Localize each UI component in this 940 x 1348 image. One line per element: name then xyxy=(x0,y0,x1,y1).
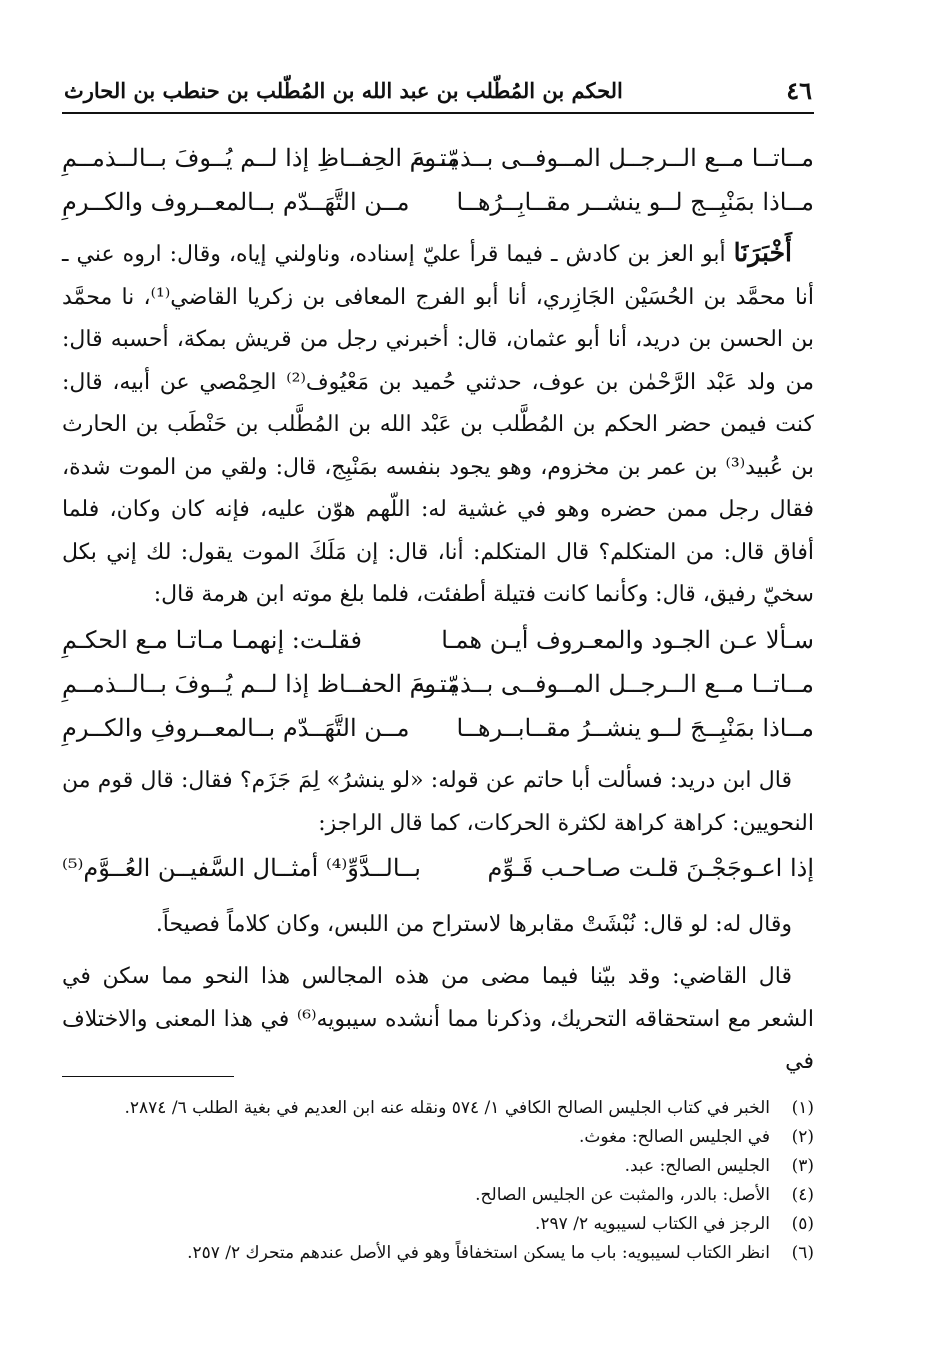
footnote-text: في الجليس الصالح: مغوث. xyxy=(578,1127,770,1147)
verse-hemistich-second: مــن التَّهَــدّم بــالمعــروفِ والكــرمِ xyxy=(62,714,410,742)
footnote xyxy=(62,1181,814,1210)
footnote-text: الخبر في كتاب الجليس الصالح الكافي ١/ ٥٧٤ ونقله عنه ابن العديم في بغية الطلب ٦/ ٢٨٧٤. xyxy=(124,1098,770,1118)
narration-paragraph xyxy=(62,232,814,617)
footnote xyxy=(62,1123,814,1152)
page-number: ٤٦ xyxy=(786,76,812,105)
verse-hemistich-first: مــاتــا مــع الــرجــل المــوفــى بــذمّتــه xyxy=(412,670,814,698)
running-title: الحكم بن المُطّلب بن عبد الله بن المُطّلب بن حنطب بن الحارث xyxy=(64,78,623,103)
verse-hemistich-second: يــومَ الحفــاظ إذا لــم يُــوفَ بــالــذمــمِ xyxy=(62,670,458,698)
verse-hemistich-first: سـألا عـن الجـود والمعـروف أيـن همـا xyxy=(441,626,814,654)
verse-hemistich-second: مــن التَّهَــدّم بــالمعــروف والكــرمِ xyxy=(62,188,410,216)
footnote xyxy=(62,1094,814,1123)
verse-block-top xyxy=(62,140,814,228)
verse-line xyxy=(62,666,814,710)
verse-hemistich-first: مــاذا بمَنْبِــجَ لــو ينشــرُ مقــابــرهــا xyxy=(456,714,814,742)
footnote xyxy=(62,1152,814,1181)
verse-line xyxy=(62,184,814,228)
footnote-number: (٦) xyxy=(791,1243,814,1263)
footnote-text: الأصل: بالدر، والمثبت عن الجليس الصالح. xyxy=(475,1185,770,1205)
footnote-text: الجليس الصالح: عبد. xyxy=(624,1156,770,1176)
narration-text: أبو العز بن كادش ـ فيما قرأ عليّ إسناده، وناولني إياه، وقال: اروه عني ـ أنا محمَّد بن الحُسَيْن الجَازِري، أنا أبو الفرج المعافى بن زكريا القاضي⁽¹⁾، نا محمَّد بن الحسن بن دريد، أنا أبو عثمان، قال: أخبرني رجل من قريش بمكة، أحسبه قال: من ولد عَبْد الرَّحْمٰن بن عوف، حدثني حُميد بن مَعْيُوف⁽²⁾ الحِمْصي عن أبيه، قال: كنت فيمن حضر الحكم بن المُطَّلب بن عَبْد الله بن المُطَّلب بن حَنْطَب بن الحارث بن عُبيد⁽³⁾ بن عمر بن مخزوم، وهو يجود بنفسه بمَنْبِج، قال: ولقي من الموت شدة، فقال رجل ممن حضره وهو في غشية له: اللّهم هوّن عليه، فإنه كان وكان، فلما أفاق قال: من المتكلم؟ قال المتكلم: أنا، قال: إن مَلَكَ الموت يقول: لك إني بكل سخيّ رفيق، قال: وكأنما كانت فتيلة أطفئت، فلما بلغ موته ابن هرمة قال: xyxy=(62,242,815,607)
footnote-text: انظر الكتاب لسيبويه: باب ما يسكن استخفافاً وهو في الأصل عندهم متحرك ٢/ ٢٥٧. xyxy=(187,1243,770,1263)
remark-paragraph xyxy=(62,904,814,947)
commentary-paragraph xyxy=(62,760,814,845)
verse-line xyxy=(62,140,814,184)
verse-hemistich-second: بــالــدَّوِّ⁽⁴⁾ أمثــال السَّفيــن العُــوَّم⁽⁵⁾ xyxy=(62,854,421,882)
footnotes xyxy=(62,1094,814,1268)
book-page xyxy=(62,0,814,1348)
footnote-number: (٢) xyxy=(791,1127,814,1147)
footnote-separator xyxy=(62,1076,234,1077)
rajaz-verse xyxy=(62,850,814,894)
verse-hemistich-second: يــومَ الحِفــاظِ إذا لــم يُــوفَ بــالــذمــمِ xyxy=(62,144,458,172)
verse-line xyxy=(62,850,814,894)
footnote-number: (١) xyxy=(791,1098,814,1118)
lead-word: أَخْبَرَنَا xyxy=(733,238,792,267)
page-header xyxy=(62,72,814,114)
verse-line xyxy=(62,622,814,666)
remark-text: وقال له: لو قال: نُبْشَتْ مقابرها لاستراح من اللبس، وكان كلاماً فصيحاً. xyxy=(155,912,792,937)
verse-hemistich-first: إذا اعـوجَجْـنَ قلـت صـاحـب قَـوِّم xyxy=(487,854,814,882)
footnote-number: (٥) xyxy=(791,1214,814,1234)
commentary-text: قال ابن دريد: فسألت أبا حاتم عن قوله: «لو ينشرُ» لِمَ جَزَم؟ فقال: قال قوم من النحويين: كراهة كراهة لكثرة الحركات، كما قال الراجز: xyxy=(62,768,814,836)
footnote-text: الرجز في الكتاب لسيبويه ٢/ ٢٩٧. xyxy=(534,1214,770,1234)
verse-hemistich-first: مــاتــا مــع الــرجــل المــوفــى بــذمّتــه xyxy=(412,144,814,172)
verse-block-middle xyxy=(62,622,814,754)
qadi-paragraph xyxy=(62,956,814,1084)
verse-hemistich-second: فقلـت: إنهمـا مـاتـا مـع الحكـمِ xyxy=(62,626,362,654)
footnote xyxy=(62,1210,814,1239)
footnote-number: (٣) xyxy=(791,1156,814,1176)
verse-hemistich-first: مــاذا بمَنْبِــج لــو ينشــر مقــابِــرُهــا xyxy=(456,188,814,216)
qadi-text: قال القاضي: وقد بيّنا فيما مضى من هذه المجالس هذا النحو مما سكن في الشعر مع استحقاقه التحريك، وذكرنا مما أنشده سيبويه⁽⁶⁾ في هذا المعنى والاختلاف في xyxy=(62,964,815,1074)
footnote xyxy=(62,1239,814,1268)
footnote-number: (٤) xyxy=(791,1185,814,1205)
verse-line xyxy=(62,710,814,754)
